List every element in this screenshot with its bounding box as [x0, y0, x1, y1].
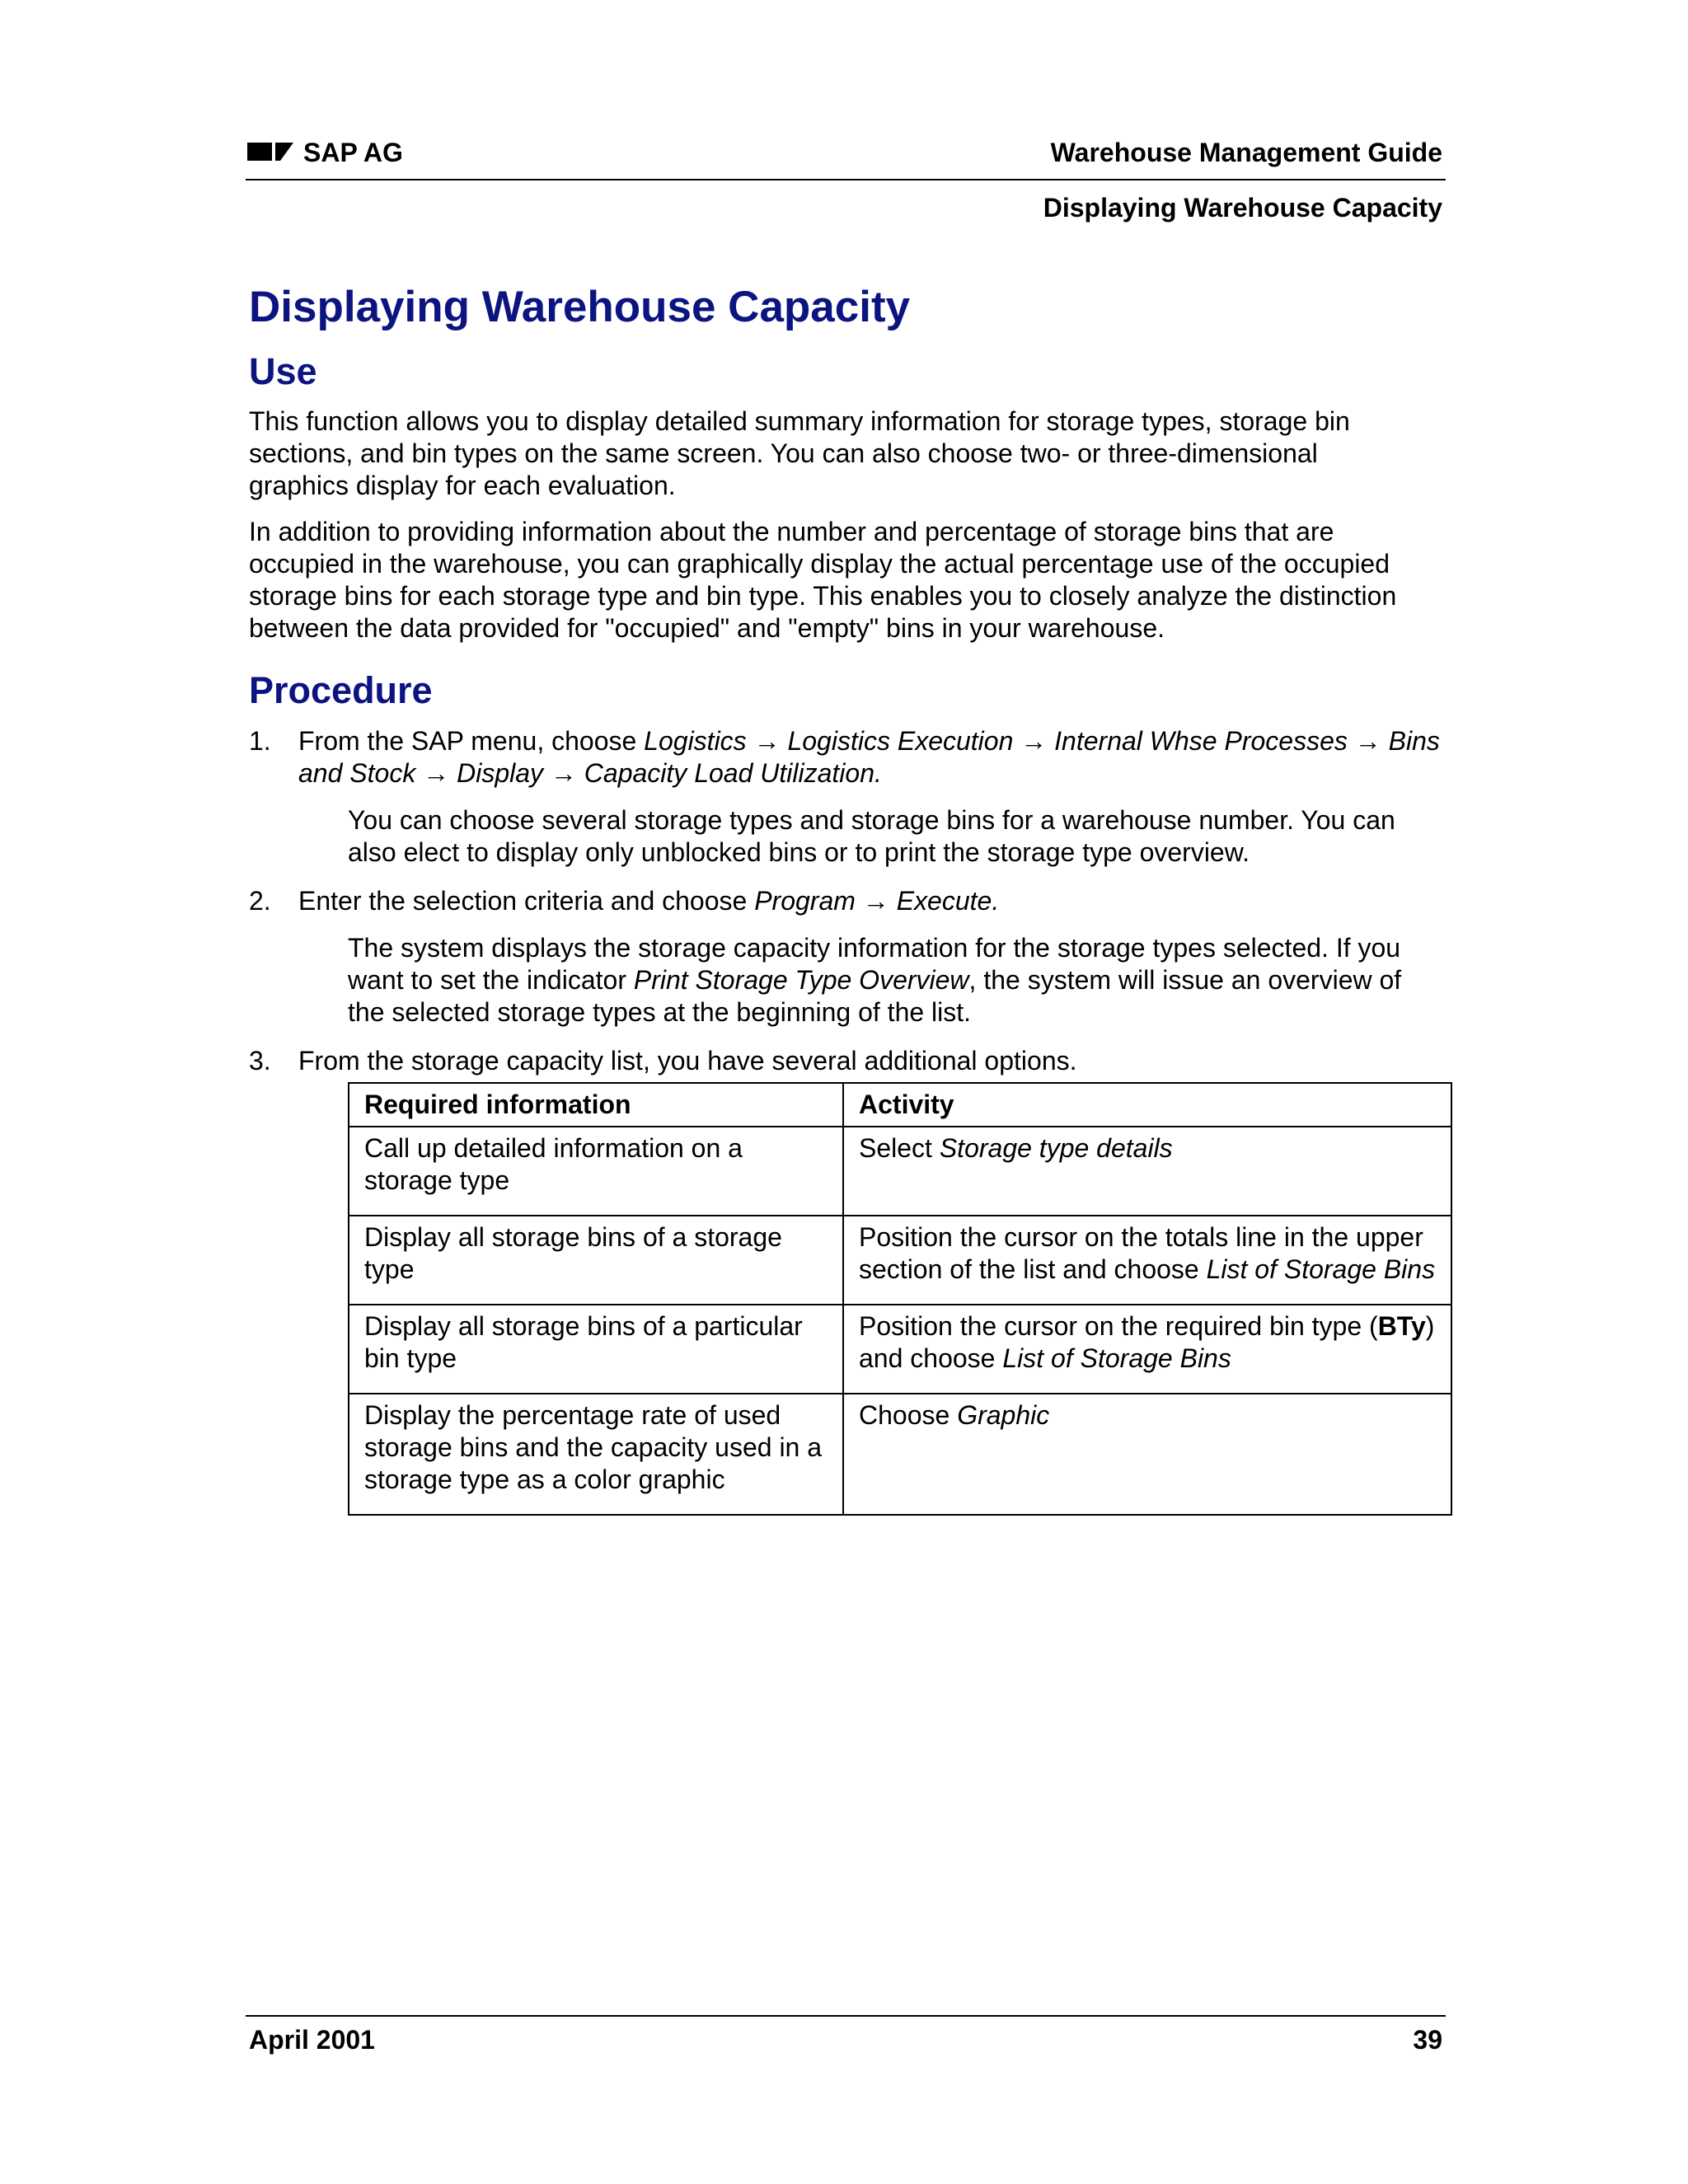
- header-rule: [246, 179, 1446, 180]
- field-abbreviation: BTy: [1377, 1311, 1426, 1341]
- activity-cell: [843, 1394, 1451, 1515]
- sap-logo-icon: [247, 143, 293, 161]
- step-2: [249, 885, 1452, 1029]
- procedure-heading: Procedure: [249, 669, 433, 711]
- column-header: Activity: [843, 1083, 1451, 1127]
- step-note: You can choose several storage types and storage bins for a warehouse number. You can also elect to display only unblocked bins or to print the storage type overview.: [348, 805, 1395, 867]
- main-content: [249, 274, 1452, 1516]
- step-text: From the storage capacity list, you have several additional options.: [298, 1046, 1077, 1076]
- activity-command: List of Storage Bins: [1206, 1254, 1436, 1284]
- required-info-cell: Display all storage bins of a storage type: [349, 1216, 843, 1305]
- company-name: SAP AG: [303, 138, 403, 167]
- activity-command: Storage type details: [939, 1133, 1173, 1163]
- footer-rule: [246, 2015, 1446, 2017]
- use-paragraph-1: This function allows you to display detailed summary information for storage types, storage bin sections, and bin types on the same screen. You can also choose two- or three-dimensional graphics display for each evaluation.: [249, 406, 1350, 500]
- table-row: [349, 1127, 1451, 1216]
- activity-text: Choose: [859, 1400, 958, 1430]
- step-number: 1.: [249, 726, 271, 756]
- note-text: , the system will issue an overview of the selected storage types at the beginning of the list.: [348, 965, 1402, 1027]
- table-row: [349, 1216, 1451, 1305]
- activity-text: Position the cursor on the required bin type (: [859, 1311, 1378, 1341]
- table-row: [349, 1305, 1451, 1394]
- table-header-row: [349, 1083, 1451, 1127]
- activity-cell: [843, 1305, 1451, 1394]
- step-text: From the SAP menu, choose: [298, 726, 645, 756]
- use-heading: Use: [249, 350, 317, 392]
- required-info-cell: Display the percentage rate of used storage bins and the capacity used in a storage type as a color graphic: [349, 1394, 843, 1515]
- step-text: Enter the selection criteria and choose: [298, 886, 755, 916]
- activity-cell: [843, 1127, 1451, 1216]
- step-1: [249, 725, 1452, 869]
- activity-command: List of Storage Bins: [1002, 1343, 1231, 1373]
- menu-path: Logistics → Logistics Execution → Internal Whse Processes → Bins and Stock → Display → Capacity Load Utilization.: [298, 726, 1440, 788]
- table-row: [349, 1394, 1451, 1515]
- page-header: [247, 136, 1442, 169]
- step-3: [249, 1045, 1452, 1077]
- activity-text: Position the cursor on the totals line in the upper section of the list and choose: [859, 1222, 1423, 1284]
- menu-path: Program → Execute.: [754, 886, 1000, 916]
- note-text: The system displays the storage capacity information for the storage types selected. If you want to set the indicator: [348, 933, 1401, 995]
- required-info-cell: Call up detailed information on a storage type: [349, 1127, 843, 1216]
- footer-date: April 2001: [249, 2025, 375, 2055]
- column-header: Required information: [349, 1083, 843, 1127]
- page-title: Displaying Warehouse Capacity: [249, 283, 911, 331]
- options-table: [348, 1082, 1452, 1516]
- activity-text: Select: [859, 1133, 940, 1163]
- step-note: [348, 932, 1419, 1029]
- indicator-name: Print Storage Type Overview: [633, 965, 969, 995]
- activity-cell: [843, 1216, 1451, 1305]
- procedure-steps: [249, 725, 1452, 1077]
- step-number: 3.: [249, 1046, 271, 1076]
- required-info-cell: Display all storage bins of a particular bin type: [349, 1305, 843, 1394]
- activity-command: Graphic: [957, 1400, 1050, 1430]
- section-title: Displaying Warehouse Capacity: [1043, 193, 1442, 223]
- step-number: 2.: [249, 886, 271, 916]
- page-number: 39: [1413, 2025, 1442, 2055]
- guide-title: Warehouse Management Guide: [1050, 138, 1442, 167]
- use-paragraph-2: In addition to providing information about the number and percentage of storage bins that are occupied in the warehouse, you can graphically display the actual percentage use of the occupied storage bins for each storage type and bin type. This enables you to closely analyze the distinction between the data provided for "occupied" and "empty" bins in your warehouse.: [249, 517, 1397, 643]
- activity-text: ) and choose: [859, 1311, 1435, 1373]
